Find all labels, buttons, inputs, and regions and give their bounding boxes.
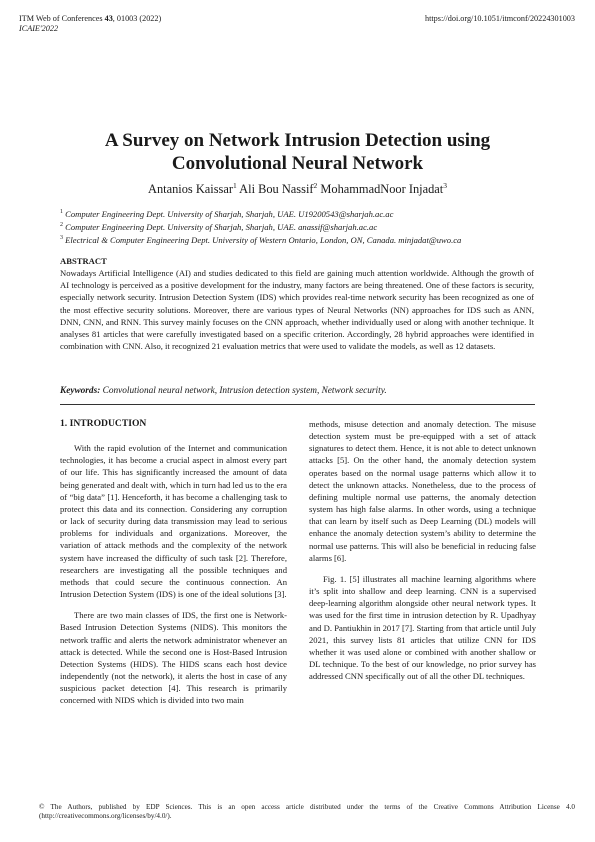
author-name: Ali Bou Nassif bbox=[239, 182, 314, 197]
affiliation: $^3$ Electrical & Computer Engineering Dept. University of Western Ontario, London, ON, Canada. minjadat@uwo.ca bbox=[60, 234, 462, 245]
affiliation: $^1$ Computer Engineering Dept. University of Sharjah, Sharjah, UAE. U19200543@sharjah.ac.ac bbox=[60, 208, 394, 219]
paragraph: With the rapid evolution of the Internet and communication technologies, it has become a crucial aspect in almost every part of our life. This has significantly increased the amount of data being generated and dealt with, which in turn had led us to the era of “big data” [1]. Henceforth, it has become a challenging task to protect this data and its connection. Considering any corruption or lack of security during data transmission may lead to serious problems for individuals and organizations. Moreover, the variation of attack methods and the complexity of the network system have increased the difficulty of such task [2]. Therefore, researchers are investigating all the possible techniques and methods that could secure the continuous connection. An Intrusion Detection System (IDS) is one of the ideal solutions [3]. bbox=[60, 443, 287, 600]
paragraph: Fig. 1. [5] illustrates all machine learning algorithms where it’s split into shallow and deep learning. CNN is a supervised deep-learning algorithm alongside other neural network types. It was used for the first time in intrusion detection by R. Upadhyay and D. Pantiukhin in 2017 [7]. Starting from that article until July 2021, this survey lists 81 articles that utilize CNN for IDS whether it was used alone or combined with another shallow or DL technique. To the best of our knowledge, no prior survey has addressed CNN specifically out of all the other DL techniques. bbox=[309, 573, 536, 682]
journal-volume: 43 bbox=[104, 14, 113, 23]
keywords-list: Convolutional neural network, Intrusion detection system, Network security. bbox=[100, 386, 387, 396]
abstract-text: Nowadays Artificial Intelligence (AI) and studies dedicated to this field are gaining much attention worldwide. Although the growth of AI technology is perceived as a positive development for the industry, many factors are being threatened. One of these factors is security, especially network security. Intrusion Detection System (IDS) which provides real-time network security has been recognized as one of the most effective security solutions. Moreover, there are various types of Neural Networks (NN) approaches for IDS such as ANN, DNN, CNN, and RNN. This survey mainly focuses on the CNN approach, whether individually used or along with another technique. It analyses 81 articles that were carefully investigated based on a specific criterion. Accordingly, 28 hybrid approaches were identified in combination with CNN. Also, it recognized 21 evaluation metrics that were used to validate the models, as well as 12 datasets. bbox=[60, 268, 534, 352]
conference-name: ICAIE'2022 bbox=[19, 24, 59, 33]
affiliations bbox=[60, 207, 461, 246]
keywords bbox=[60, 386, 535, 396]
doi-link[interactable]: https://doi.org/10.1051/itmconf/20224301003 bbox=[425, 14, 575, 23]
right-column bbox=[309, 418, 536, 682]
section-divider bbox=[60, 404, 535, 405]
running-header-left bbox=[19, 14, 161, 34]
left-column bbox=[60, 418, 287, 706]
affiliation: $^2$ Computer Engineering Dept. University of Sharjah, Sharjah, UAE. anassif@sharjah.ac.ac bbox=[60, 221, 378, 232]
journal-citation: ITM Web of Conferences 43, 01003 (2022) bbox=[19, 14, 162, 23]
author-name: Antanios Kaissar bbox=[148, 182, 233, 197]
paragraph: methods, misuse detection and anomaly detection. The misuse detection system must be pre-equipped with a set of attack signatures to detect them. Hence, it is not able to detect unknown attacks [5]. On the other hand, the anomaly detection system operates based on the normal usage patterns which allow it to detect the unknown attacks. Nonetheless, due to the process of defining multiple normal use patterns, the anomaly detection system has high false alarms. In other words, using a technique that can learn by itself such as Deep Learning (DL) models will enhance the anomaly detection system’s ability to determine the normal use patterns. This will also be beneficial in reducing false alarms [6]. bbox=[309, 419, 536, 563]
paper-title: A Survey on Network Intrusion Detection using Convolutional Neural Network bbox=[104, 130, 491, 174]
license-footer: © The Authors, published by EDP Sciences. This is an open access article distributed under the terms of the Creative Commons Attribution License 4.0 (http://creativecommons.org/licenses/by/4.0/). bbox=[39, 803, 575, 821]
keywords-label: Keywords: bbox=[60, 386, 101, 396]
section-heading: 1. INTRODUCTION bbox=[60, 418, 147, 429]
paragraph: There are two main classes of IDS, the first one is Network-Based Intrusion Detection Systems (NIDS). This monitors the network traffic and alerts the network administrator whenever an attack is detected. While the second one is Host-Based Intrusion Detection Systems (HIDS). The HIDS scans each host device independently (not the network), it alerts the host in case of any suspicious packet detection [4]. This research is primarily concerned with NIDS which is divided into two main bbox=[60, 610, 287, 706]
abstract-heading: ABSTRACT bbox=[60, 256, 107, 266]
author-name: MohammadNoor Injadat bbox=[320, 182, 444, 197]
author-list: Antanios Kaissar$^1$ Ali Bou Nassif$^2$ MohammadNoor Injadat$^3$ bbox=[148, 181, 447, 197]
